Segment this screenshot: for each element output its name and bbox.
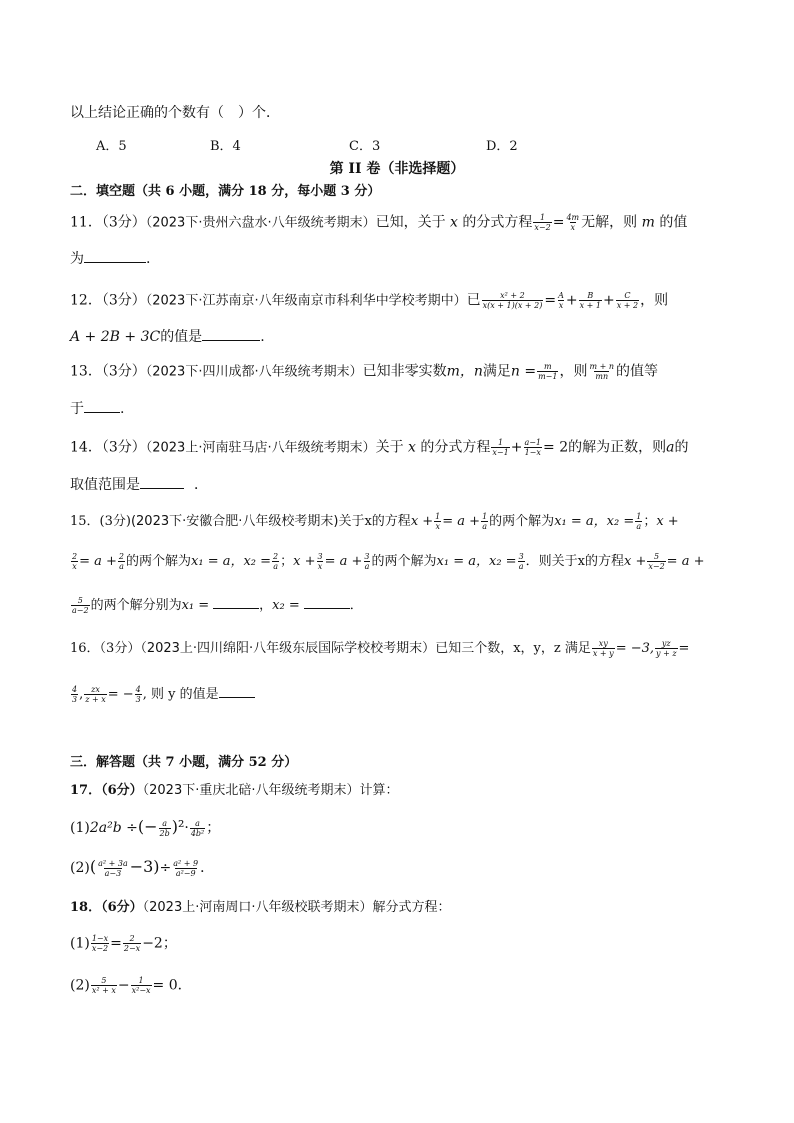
section3-heading: 三．解答题（共 7 小题，满分 52 分） bbox=[70, 755, 298, 770]
q13-text: 已知非零实数 bbox=[362, 363, 447, 380]
q16-expr: = −3, bbox=[615, 641, 655, 656]
q11-text: 已知，关于 bbox=[375, 214, 446, 231]
q14-frac: $\frac{a-1}{1-x}$ bbox=[524, 438, 542, 457]
q17-end: ； bbox=[206, 820, 221, 836]
q18-expr: −2； bbox=[142, 935, 177, 952]
q15-frac: $\frac{1}{a}$ bbox=[636, 512, 642, 531]
q13-frac: $\frac{m + n}{mn}$ bbox=[589, 362, 615, 381]
q13-text: 的值等 bbox=[616, 363, 659, 380]
q15-answer-blank-1[interactable] bbox=[213, 594, 259, 609]
q17-frac: $\frac{\text{a² + 3a}}{a-3}$ bbox=[98, 858, 128, 878]
q12-frac: $\frac{A}{x}$ bbox=[558, 291, 564, 310]
q15-expr: = a + bbox=[79, 554, 117, 569]
q13-text: ，则 bbox=[559, 363, 588, 380]
q15-expr: x₁ = a，x₂ = bbox=[554, 514, 635, 529]
q16-line1 bbox=[70, 639, 730, 658]
section2-heading: 二．填空题（共 6 小题，满分 18 分，每小题 3 分） bbox=[70, 184, 381, 199]
q15-frac: $\frac{3}{a}$ bbox=[518, 552, 524, 571]
q16-answer-blank[interactable] bbox=[219, 683, 255, 698]
q15-end: ． bbox=[349, 598, 363, 613]
q17-expr: 2a²b ÷ bbox=[89, 820, 138, 836]
q14-eq: = 2 bbox=[543, 439, 569, 456]
q16-text: , 则 y 的值是 bbox=[142, 687, 219, 702]
q11-end: . bbox=[146, 251, 151, 267]
q17-end: ． bbox=[200, 860, 215, 876]
q16-frac: $\frac{xy}{x + y}$ bbox=[592, 639, 614, 658]
q18-part-label: (2) bbox=[70, 977, 90, 994]
q16-line2 bbox=[70, 683, 730, 704]
q18-source: （2023上·河南周口·八年级校联考期末） bbox=[142, 900, 373, 915]
q17-expr: )² bbox=[171, 817, 185, 836]
q12-eq: = bbox=[544, 292, 557, 309]
q13-line2 bbox=[70, 398, 730, 418]
q12-number: 12．（3分） bbox=[70, 292, 146, 309]
q11-line1 bbox=[70, 213, 730, 233]
q17-expr: −3) bbox=[129, 857, 160, 876]
q12-line2 bbox=[70, 326, 730, 346]
q13-source: （2023下·四川成都·八年级统考期末） bbox=[145, 364, 363, 380]
q13-line1 bbox=[70, 362, 730, 382]
q17-part-label: (1) bbox=[70, 820, 90, 836]
q15-frac: $\frac{3}{a}$ bbox=[364, 552, 370, 571]
q15-text: 的两个解分别为 bbox=[90, 598, 182, 613]
q15-frac: $\frac{1}{a}$ bbox=[482, 512, 488, 531]
q13-number: 13．（3分） bbox=[70, 363, 146, 380]
q15-number: 15．(3分) bbox=[70, 514, 131, 529]
q16-frac: $\frac{4}{3}$ bbox=[72, 685, 78, 704]
q16-sep: , bbox=[79, 687, 84, 702]
q13-text: 满足 bbox=[482, 363, 511, 380]
q15-frac: $\frac{2}{a}$ bbox=[273, 552, 279, 571]
q15-frac: $\frac{5}{x-2}$ bbox=[648, 552, 665, 571]
q16-expr: = − bbox=[107, 687, 134, 702]
q17-frac: $\frac{a}{2b}$ bbox=[159, 818, 170, 838]
q10-option-a: A．5 bbox=[96, 139, 127, 154]
q15-text: 的两个解为 bbox=[371, 554, 437, 569]
q14-var: a bbox=[666, 439, 675, 456]
q11-text: 的值 bbox=[659, 214, 688, 231]
q16-text: 已知三个数，x，y，z 满足 bbox=[435, 641, 591, 656]
q15-expr: = a + bbox=[442, 514, 481, 529]
q11-frac: $\frac{4m}{x}$ bbox=[566, 213, 580, 232]
q10-option-b: B．4 bbox=[210, 139, 241, 154]
q18-part2 bbox=[70, 976, 730, 995]
q17-expr: ÷ bbox=[159, 860, 172, 876]
q12-text: ，则 bbox=[640, 292, 669, 309]
q15-expr: x₁ = bbox=[181, 598, 210, 613]
q14-text: 的分式方程 bbox=[420, 439, 491, 456]
q11-text: 无解，则 bbox=[581, 214, 638, 231]
q14-line2 bbox=[70, 474, 730, 494]
q18-frac: $\frac{5}{\text{x² + x}}$ bbox=[91, 976, 116, 995]
q18-part1 bbox=[70, 934, 730, 953]
q12-text: 已 bbox=[466, 292, 481, 309]
q17-expr: (− bbox=[137, 817, 158, 836]
q16-frac: $\frac{zx}{z + x}$ bbox=[85, 685, 106, 704]
q14-frac: $\frac{1}{x-1}$ bbox=[492, 438, 509, 457]
q14-text: 取值范围是 bbox=[70, 477, 140, 493]
q15-expr: x₂ = bbox=[272, 598, 300, 613]
q17-text: 计算： bbox=[359, 783, 399, 798]
q11-eq: = bbox=[552, 214, 565, 231]
q15-text: 关于x的方程 bbox=[338, 514, 411, 529]
q14-text: 关于 bbox=[375, 439, 404, 456]
q12-line1 bbox=[70, 291, 730, 311]
q11-source: （2023下·贵州六盘水·八年级统考期末） bbox=[145, 215, 376, 231]
q15-sep: ， bbox=[259, 598, 273, 613]
q10-tail-text: 以上结论正确的个数有（ ）个． bbox=[70, 105, 280, 121]
q13-frac: $\frac{m}{m-1}$ bbox=[538, 362, 558, 381]
q12-frac: $\frac{\text{x² + 2}}{x(x + 1)(x + 2)}$ bbox=[482, 291, 543, 310]
q15-line1 bbox=[70, 512, 730, 531]
q13-answer-blank[interactable] bbox=[84, 398, 120, 413]
q17-frac: $\frac{\text{a² + 9}}{\text{a²−9}}$ bbox=[173, 858, 199, 878]
q11-frac: $\frac{1}{x-2}$ bbox=[534, 213, 551, 232]
q15-expr: x + bbox=[410, 514, 434, 529]
q15-text: ．则关于x的方程 bbox=[525, 554, 624, 569]
q14-number: 14．（3分） bbox=[70, 439, 146, 456]
q15-line3 bbox=[70, 594, 730, 615]
q11-text: 为 bbox=[70, 251, 84, 267]
q11-number: 11．（3分） bbox=[70, 214, 146, 231]
q12-source: （2023下·江苏南京·八年级南京市科利华中学校考期中） bbox=[145, 293, 467, 309]
q16-frac: $\frac{yz}{y + z}$ bbox=[656, 639, 677, 658]
q12-frac: $\frac{B}{x + 1}$ bbox=[579, 291, 602, 310]
q18-heading bbox=[70, 899, 730, 917]
q18-expr: − bbox=[117, 977, 130, 994]
q11-answer-blank[interactable] bbox=[84, 248, 146, 263]
q16-expr: = bbox=[678, 641, 690, 656]
q16-number: 16．（3分） bbox=[70, 641, 141, 656]
q14-text: 的解为正数，则 bbox=[568, 439, 667, 456]
q15-frac: $\frac{2}{a}$ bbox=[118, 552, 124, 571]
q13-vars: m，n bbox=[446, 363, 483, 380]
q12-answer-blank[interactable] bbox=[202, 326, 260, 341]
q10-tail bbox=[70, 104, 730, 122]
q11-line2 bbox=[70, 248, 730, 268]
q14-op: + bbox=[510, 439, 523, 456]
q13-eq: n = bbox=[510, 363, 537, 380]
q14-line1 bbox=[70, 438, 730, 458]
q18-part-label: (1) bbox=[70, 935, 90, 952]
q14-end: ． bbox=[194, 477, 208, 493]
q12-end: . bbox=[260, 329, 265, 345]
q18-number: 18．（6分） bbox=[70, 900, 143, 915]
q17-expr: · bbox=[184, 820, 189, 836]
q15-frac: $\frac{2}{x}$ bbox=[72, 552, 78, 571]
q17-source: （2023下·重庆北碚·八年级统考期末） bbox=[142, 783, 360, 798]
q17-number: 17．（6分） bbox=[70, 783, 143, 798]
q16-source: （2023上·四川绵阳·八年级东辰国际学校校考期末） bbox=[140, 641, 436, 656]
q15-text: ； bbox=[280, 554, 294, 569]
q15-expr: = a + bbox=[666, 554, 705, 569]
q15-text: 的两个解为 bbox=[126, 554, 192, 569]
q10-option-c: C．3 bbox=[349, 139, 381, 154]
q15-expr: x + bbox=[624, 554, 647, 569]
q11-var: x bbox=[450, 214, 458, 231]
q17-frac: $\frac{a}{\text{4b²}}$ bbox=[190, 818, 205, 838]
q12-expr: A + 2B + 3C bbox=[70, 329, 161, 345]
q18-expr: = 0． bbox=[152, 977, 192, 994]
q17-heading bbox=[70, 782, 730, 800]
q13-end: . bbox=[120, 401, 125, 417]
q15-line2 bbox=[70, 552, 730, 571]
q17-part-label: (2) bbox=[70, 860, 90, 876]
q15-expr: x + bbox=[656, 514, 679, 529]
section2-title: 第 II 卷（非选择题） bbox=[329, 161, 465, 177]
q15-frac: $\frac{5}{a-2}$ bbox=[72, 596, 89, 615]
q18-frac: $\frac{2}{2-x}$ bbox=[123, 934, 141, 953]
q12-op: + bbox=[603, 292, 615, 309]
q15-text: 的两个解为 bbox=[489, 514, 555, 529]
q18-expr: = bbox=[110, 935, 122, 952]
q15-expr: x₁ = a，x₂ = bbox=[191, 554, 272, 569]
q16-frac: $\frac{4}{3}$ bbox=[135, 685, 141, 704]
q17-expr: ( bbox=[89, 857, 97, 876]
q14-var: x bbox=[408, 439, 416, 456]
q12-frac: $\frac{C}{x + 2}$ bbox=[616, 291, 639, 310]
q14-answer-blank[interactable] bbox=[140, 474, 184, 489]
q15-expr: x₁ = a，x₂ = bbox=[436, 554, 517, 569]
q14-source: （2023上·河南驻马店·八年级统考期末） bbox=[145, 440, 376, 456]
q15-text: ； bbox=[643, 514, 657, 529]
q15-source: (2023下·安徽合肥·八年级校考期末) bbox=[130, 514, 339, 529]
q15-answer-blank-2[interactable] bbox=[304, 594, 350, 609]
q17-part1 bbox=[70, 818, 730, 838]
q18-frac: $\frac{1}{\text{x²−x}}$ bbox=[131, 976, 151, 995]
q15-expr: x + bbox=[293, 554, 316, 569]
q18-frac: $\frac{1-x}{x-2}$ bbox=[91, 934, 109, 953]
q10-option-d: D．2 bbox=[486, 139, 518, 154]
q13-text: 于 bbox=[70, 401, 84, 417]
q11-text: 的分式方程 bbox=[462, 214, 533, 231]
q15-expr: = a + bbox=[324, 554, 363, 569]
q18-text: 解分式方程： bbox=[372, 900, 451, 915]
q15-frac: $\frac{1}{x}$ bbox=[435, 512, 441, 531]
q12-text: 的值是 bbox=[160, 329, 203, 345]
q11-var: m bbox=[641, 214, 655, 231]
q14-text: 的 bbox=[674, 439, 689, 456]
q12-op: + bbox=[565, 292, 578, 309]
q17-part2 bbox=[70, 858, 730, 878]
q15-frac: $\frac{3}{x}$ bbox=[317, 552, 323, 571]
